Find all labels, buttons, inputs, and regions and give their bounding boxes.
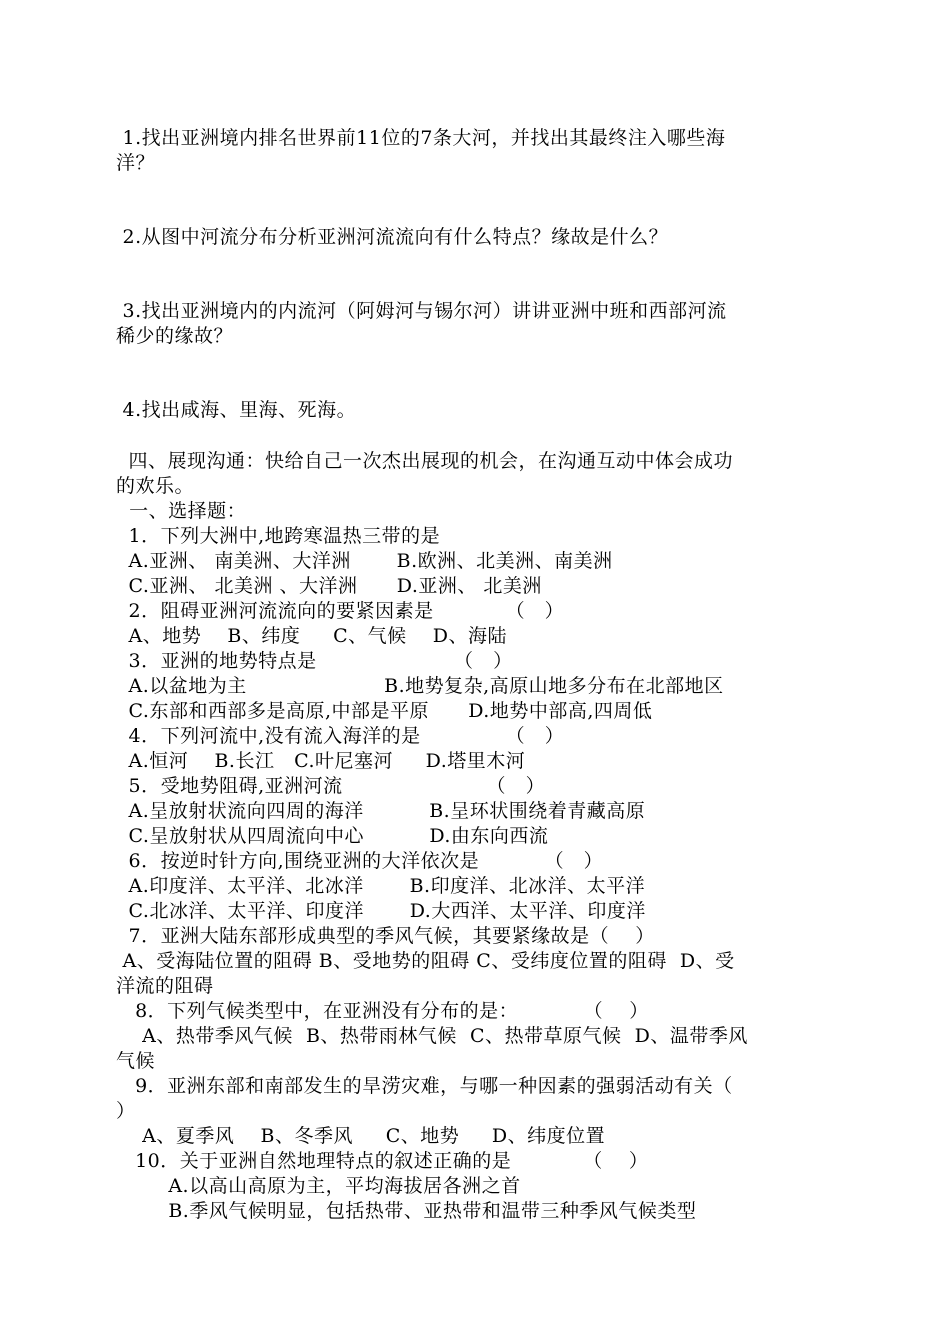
choice-q1: 1．下列大洲中,地跨寒温热三带的是 <box>122 525 441 547</box>
choice-q10-option-b: B.季风气候明显，包括热带、亚热带和温带三种季风气候类型 <box>116 1200 697 1222</box>
choice-q1-options-ab: A.亚洲、 南美洲、大洋洲 B.欧洲、北美洲、南美洲 <box>122 550 613 572</box>
choice-q5: 5．受地势阻碍,亚洲河流 （ ） <box>122 775 546 797</box>
choice-q6: 6．按逆时针方向,围绕亚洲的大洋依次是 （ ） <box>122 850 604 872</box>
section-4-heading-line-2: 的欢乐。 <box>116 475 195 497</box>
choice-q4: 4．下列河流中,没有流入海洋的是 （ ） <box>122 725 565 747</box>
choice-q9-line-2: ） <box>116 1100 136 1122</box>
choice-q6-options-cd: C.北冰洋、太平洋、印度洋 D.大西洋、太平洋、印度洋 <box>122 900 646 922</box>
choice-q6-options-ab: A.印度洋、太平洋、北冰洋 B.印度洋、北冰洋、太平洋 <box>122 875 646 897</box>
choice-q7: 7．亚洲大陆东部形成典型的季风气候，其要紧缘故是（ ） <box>122 925 655 947</box>
choice-q3-options-cd: C.东部和西部多是高原,中部是平原 D.地势中部高,四周低 <box>122 700 653 722</box>
choice-q2-options: A、地势 B、纬度 C、气候 D、海陆 <box>122 625 508 647</box>
choice-q8: 8．下列气候类型中，在亚洲没有分布的是： （ ） <box>122 1000 649 1022</box>
choice-q10-option-a: A.以高山高原为主，平均海拔居各洲之首 <box>116 1175 521 1197</box>
choice-q7-options-line-2: 洋流的阻碍 <box>116 975 214 997</box>
question-3-line-2: 稀少的缘故？ <box>116 325 234 347</box>
choice-q7-options-line-1: A、受海陆位置的阻碍 B、受地势的阻碍 C、受纬度位置的阻碍 D、受 <box>116 950 735 972</box>
question-2: 2.从图中河流分布分析亚洲河流流向有什么特点？缘故是什么？ <box>116 226 669 248</box>
choice-q1-options-cd: C.亚洲、 北美洲 、大洋洲 D.亚洲、 北美洲 <box>122 575 542 597</box>
question-1-line-2: 洋？ <box>116 152 156 174</box>
choice-q2: 2．阻碍亚洲河流流向的要紧因素是 （ ） <box>122 600 565 622</box>
choice-q3-options-ab: A.以盆地为主 B.地势复杂,高原山地多分布在北部地区 <box>122 675 724 697</box>
choice-q5-options-ab: A.呈放射状流向四周的海洋 B.呈环状围绕着青藏高原 <box>122 800 646 822</box>
choice-q8-options-line-2: 气候 <box>116 1050 156 1072</box>
question-3-line-1: 3.找出亚洲境内的内流河（阿姆河与锡尔河）讲讲亚洲中班和西部河流 <box>116 300 727 322</box>
choice-q3: 3．亚洲的地势特点是 （ ） <box>122 650 513 672</box>
choice-q4-options: A.恒河 B.长江 C.叶尼塞河 D.塔里木河 <box>122 750 526 772</box>
choice-q10: 10．关于亚洲自然地理特点的叙述正确的是 （ ） <box>122 1150 649 1172</box>
choice-section-heading: 一、选择题： <box>116 500 247 522</box>
choice-q9-line-1: 9．亚洲东部和南部发生的旱涝灾难，与哪一种因素的强弱活动有关（ <box>122 1075 733 1097</box>
question-1-line-1: 1.找出亚洲境内排名世界前11位的7条大河，并找出其最终注入哪些海 <box>116 127 726 149</box>
choice-q8-options-line-1: A、热带季风气候 B、热带雨林气候 C、热带草原气候 D、温带季风 <box>116 1025 748 1047</box>
question-4: 4.找出咸海、里海、死海。 <box>116 399 357 421</box>
section-4-heading-line-1: 四、展现沟通：快给自己一次杰出展现的机会，在沟通互动中体会成功 <box>122 450 734 472</box>
choice-q5-options-cd: C.呈放射状从四周流向中心 D.由东向西流 <box>122 825 549 847</box>
choice-q9-options: A、夏季风 B、冬季风 C、地势 D、纬度位置 <box>116 1125 606 1147</box>
